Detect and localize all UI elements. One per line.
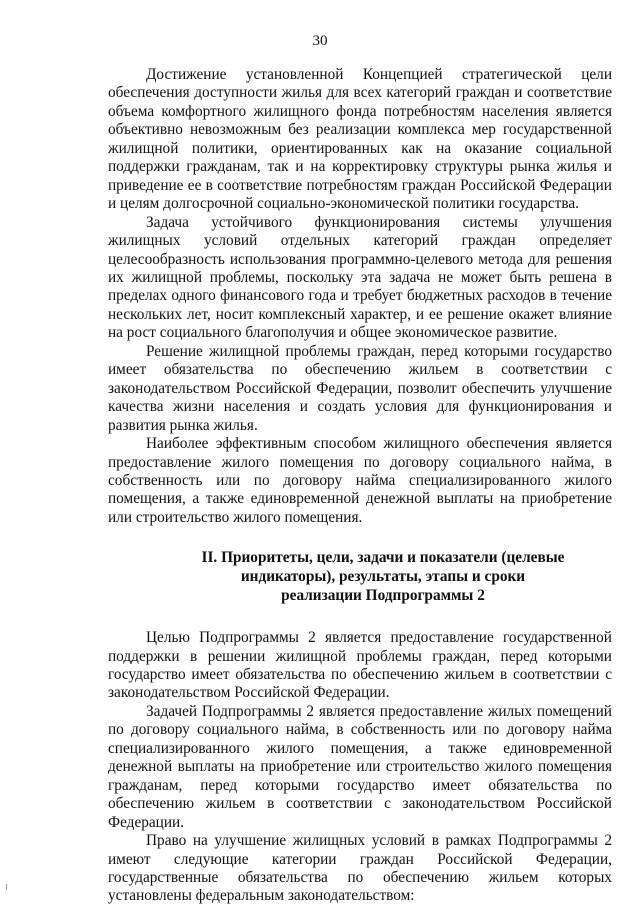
section-heading [108, 549, 612, 605]
paragraph: Решение жилищной проблемы граждан, перед которыми государство имеет обязательства по обеспечению жильем в соответствии с законодательством Российской Федерации, позволит обеспечить улучшение качества жизни населения и создать условия для функционирования и развития рынка жилья. [108, 342, 612, 434]
paragraph: Задачей Подпрограммы 2 является предоставление жилых помещений по договору социального найма, в собственность или по договору найма специализированного жилого помещения, а также единовременной денежной выплаты на приобретение или строительство жилого помещения гражданам, перед которыми государство имеет обязательства по обеспечению жильем в соответствии с законодательством Российской Федерации. [108, 702, 612, 831]
page-body [108, 66, 612, 906]
paragraph: Достижение установленной Концепцией стратегической цели обеспечения доступности жилья для всех категорий граждан и соответствие объема комфортного жилищного фонда потребностям населения является объективно невозможным без реализации комплекса мер государственной жилищной политики, ориентированных как на оказание социальной поддержки гражданам, так и на корректировку структуры рынка жилья и приведение ее в соответствие потребностям граждан Российской Федерации и целям долгосрочной социально-экономической политики государства. [108, 66, 612, 213]
paragraph: Право на улучшение жилищных условий в рамках Подпрограммы 2 имеют следующие категории граждан Российской Федерации, государственные обязательства по обеспечению жильем которых установлены федеральным законодательством: [108, 832, 612, 905]
paragraph: Наиболее эффективным способом жилищного обеспечения является предоставление жилого помещения по договору социального найма, в собственность или по договору найма специализированного жилого помещения, а также единовременной денежной выплаты на приобретение или строительство жилого помещения. [108, 435, 612, 526]
paragraph: Задача устойчивого функционирования системы улучшения жилищных условий отдельных категорий граждан определяет целесообразность использования программно-целевого метода для решения их жилищной проблемы, поскольку эта задача не может быть решена в пределах одного финансового года и требует бюджетных расходов в течение нескольких лет, носит комплексный характер, и ее решение окажет влияние на рост социального благополучия и общее экономическое развитие. [108, 213, 612, 342]
section-heading-line: индикаторы), результаты, этапы и сроки [240, 567, 526, 585]
scan-edge-mark [6, 884, 7, 890]
page-number: 30 [312, 33, 328, 49]
section-heading-line: II. Приоритеты, цели, задачи и показатели (целевые [201, 549, 565, 567]
section-heading-line: реализации Подпрограммы 2 [281, 586, 485, 604]
paragraph: Целью Подпрограммы 2 является предоставление государственной поддержки в решении жилищной проблемы граждан, перед которыми государство имеет обязательства по обеспечению жильем в соответствии с законодательством Российской Федерации. [108, 629, 612, 702]
